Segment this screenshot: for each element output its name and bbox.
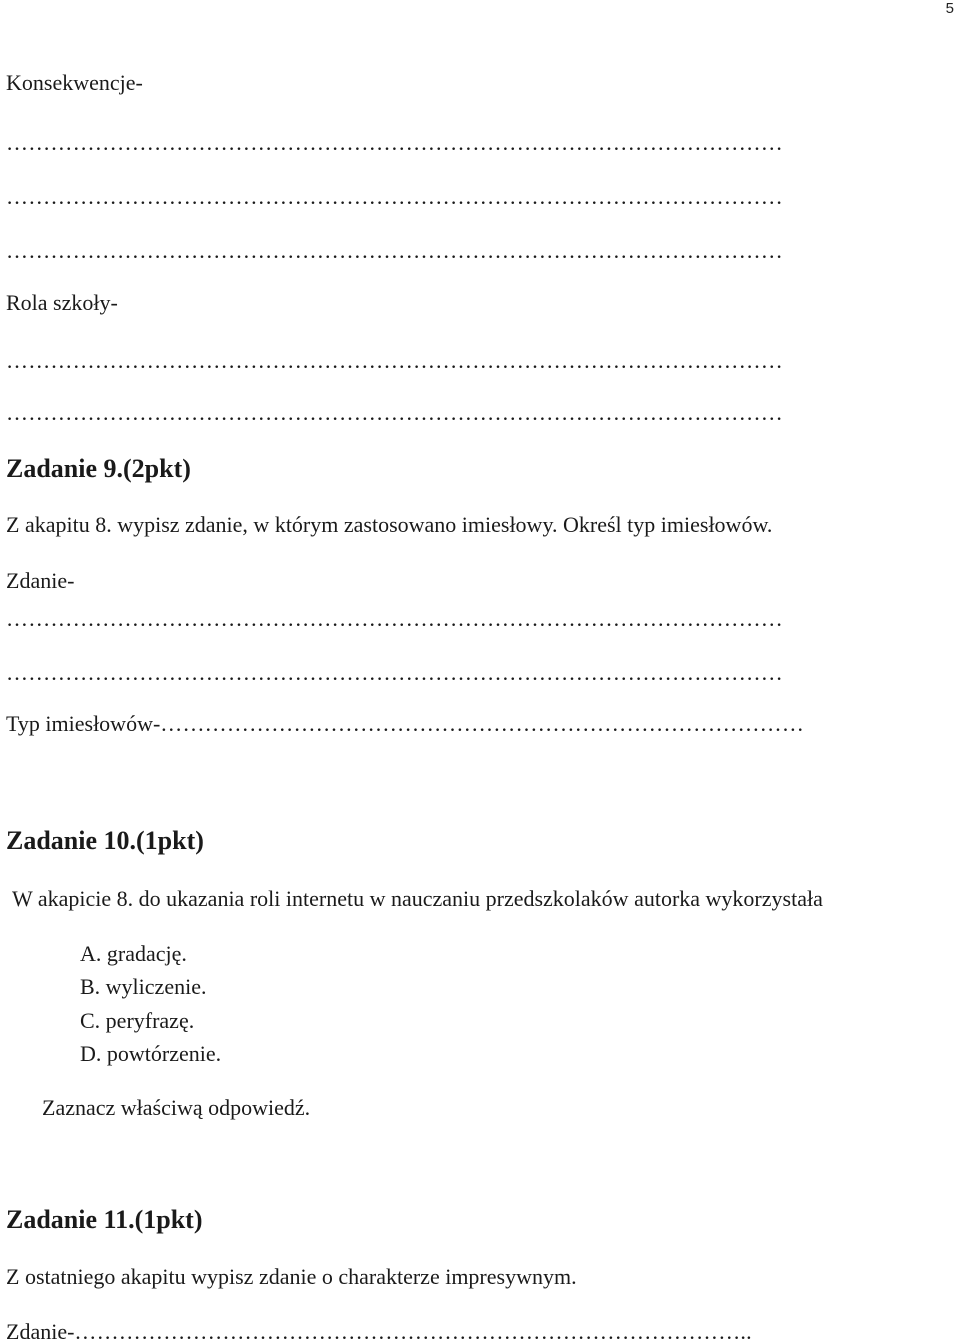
task11-instruction: Z ostatniego akapitu wypisz zdanie o charakterze impresywnym. <box>6 1264 577 1289</box>
task9-sentence-line-2: …………………………………………………………………………………………… <box>6 660 783 685</box>
page-number: 5 <box>945 0 954 17</box>
rola-answer-line-1: …………………………………………………………………………………………… <box>6 348 783 373</box>
rola-szkoly-label: Rola szkoły- <box>6 290 118 315</box>
task10-option-d[interactable]: D. powtórzenie. <box>80 1041 222 1066</box>
task9-type-line <box>6 713 804 735</box>
task11-heading: Zadanie 11.(1pkt) <box>6 1205 203 1234</box>
task11-sentence-label: Zdanie- <box>6 1319 75 1344</box>
konsekwencje-answer-line-3: …………………………………………………………………………………………… <box>6 238 783 263</box>
task10-option-a[interactable]: A. gradację. <box>80 941 187 966</box>
task9-type-dots: …………………………………………………………………………… <box>160 711 805 736</box>
task10-heading: Zadanie 10.(1pkt) <box>6 826 204 855</box>
rola-answer-line-2: …………………………………………………………………………………………… <box>6 400 783 425</box>
task11-sentence-line <box>6 1321 752 1343</box>
task10-option-b[interactable]: B. wyliczenie. <box>80 974 207 999</box>
task10-instruction: Zaznacz właściwą odpowiedź. <box>42 1095 311 1120</box>
task9-sentence-label: Zdanie- <box>6 568 75 593</box>
task9-sentence-line-1: …………………………………………………………………………………………… <box>6 606 783 631</box>
task9-heading: Zadanie 9.(2pkt) <box>6 454 191 483</box>
task9-instruction: Z akapitu 8. wypisz zdanie, w którym zastosowano imiesłowy. Określ typ imiesłowów. <box>6 512 773 537</box>
task10-option-c[interactable]: C. peryfrazę. <box>80 1008 195 1033</box>
task9-type-label: Typ imiesłowów- <box>6 711 161 736</box>
konsekwencje-answer-line-1: …………………………………………………………………………………………… <box>6 130 783 155</box>
konsekwencje-label: Konsekwencje- <box>6 70 143 95</box>
task10-question: W akapicie 8. do ukazania roli internetu w nauczaniu przedszkolaków autorka wykorzystała <box>12 886 823 911</box>
task11-sentence-dots: ……………………………………………………………………………….. <box>74 1319 752 1344</box>
konsekwencje-answer-line-2: …………………………………………………………………………………………… <box>6 184 783 209</box>
